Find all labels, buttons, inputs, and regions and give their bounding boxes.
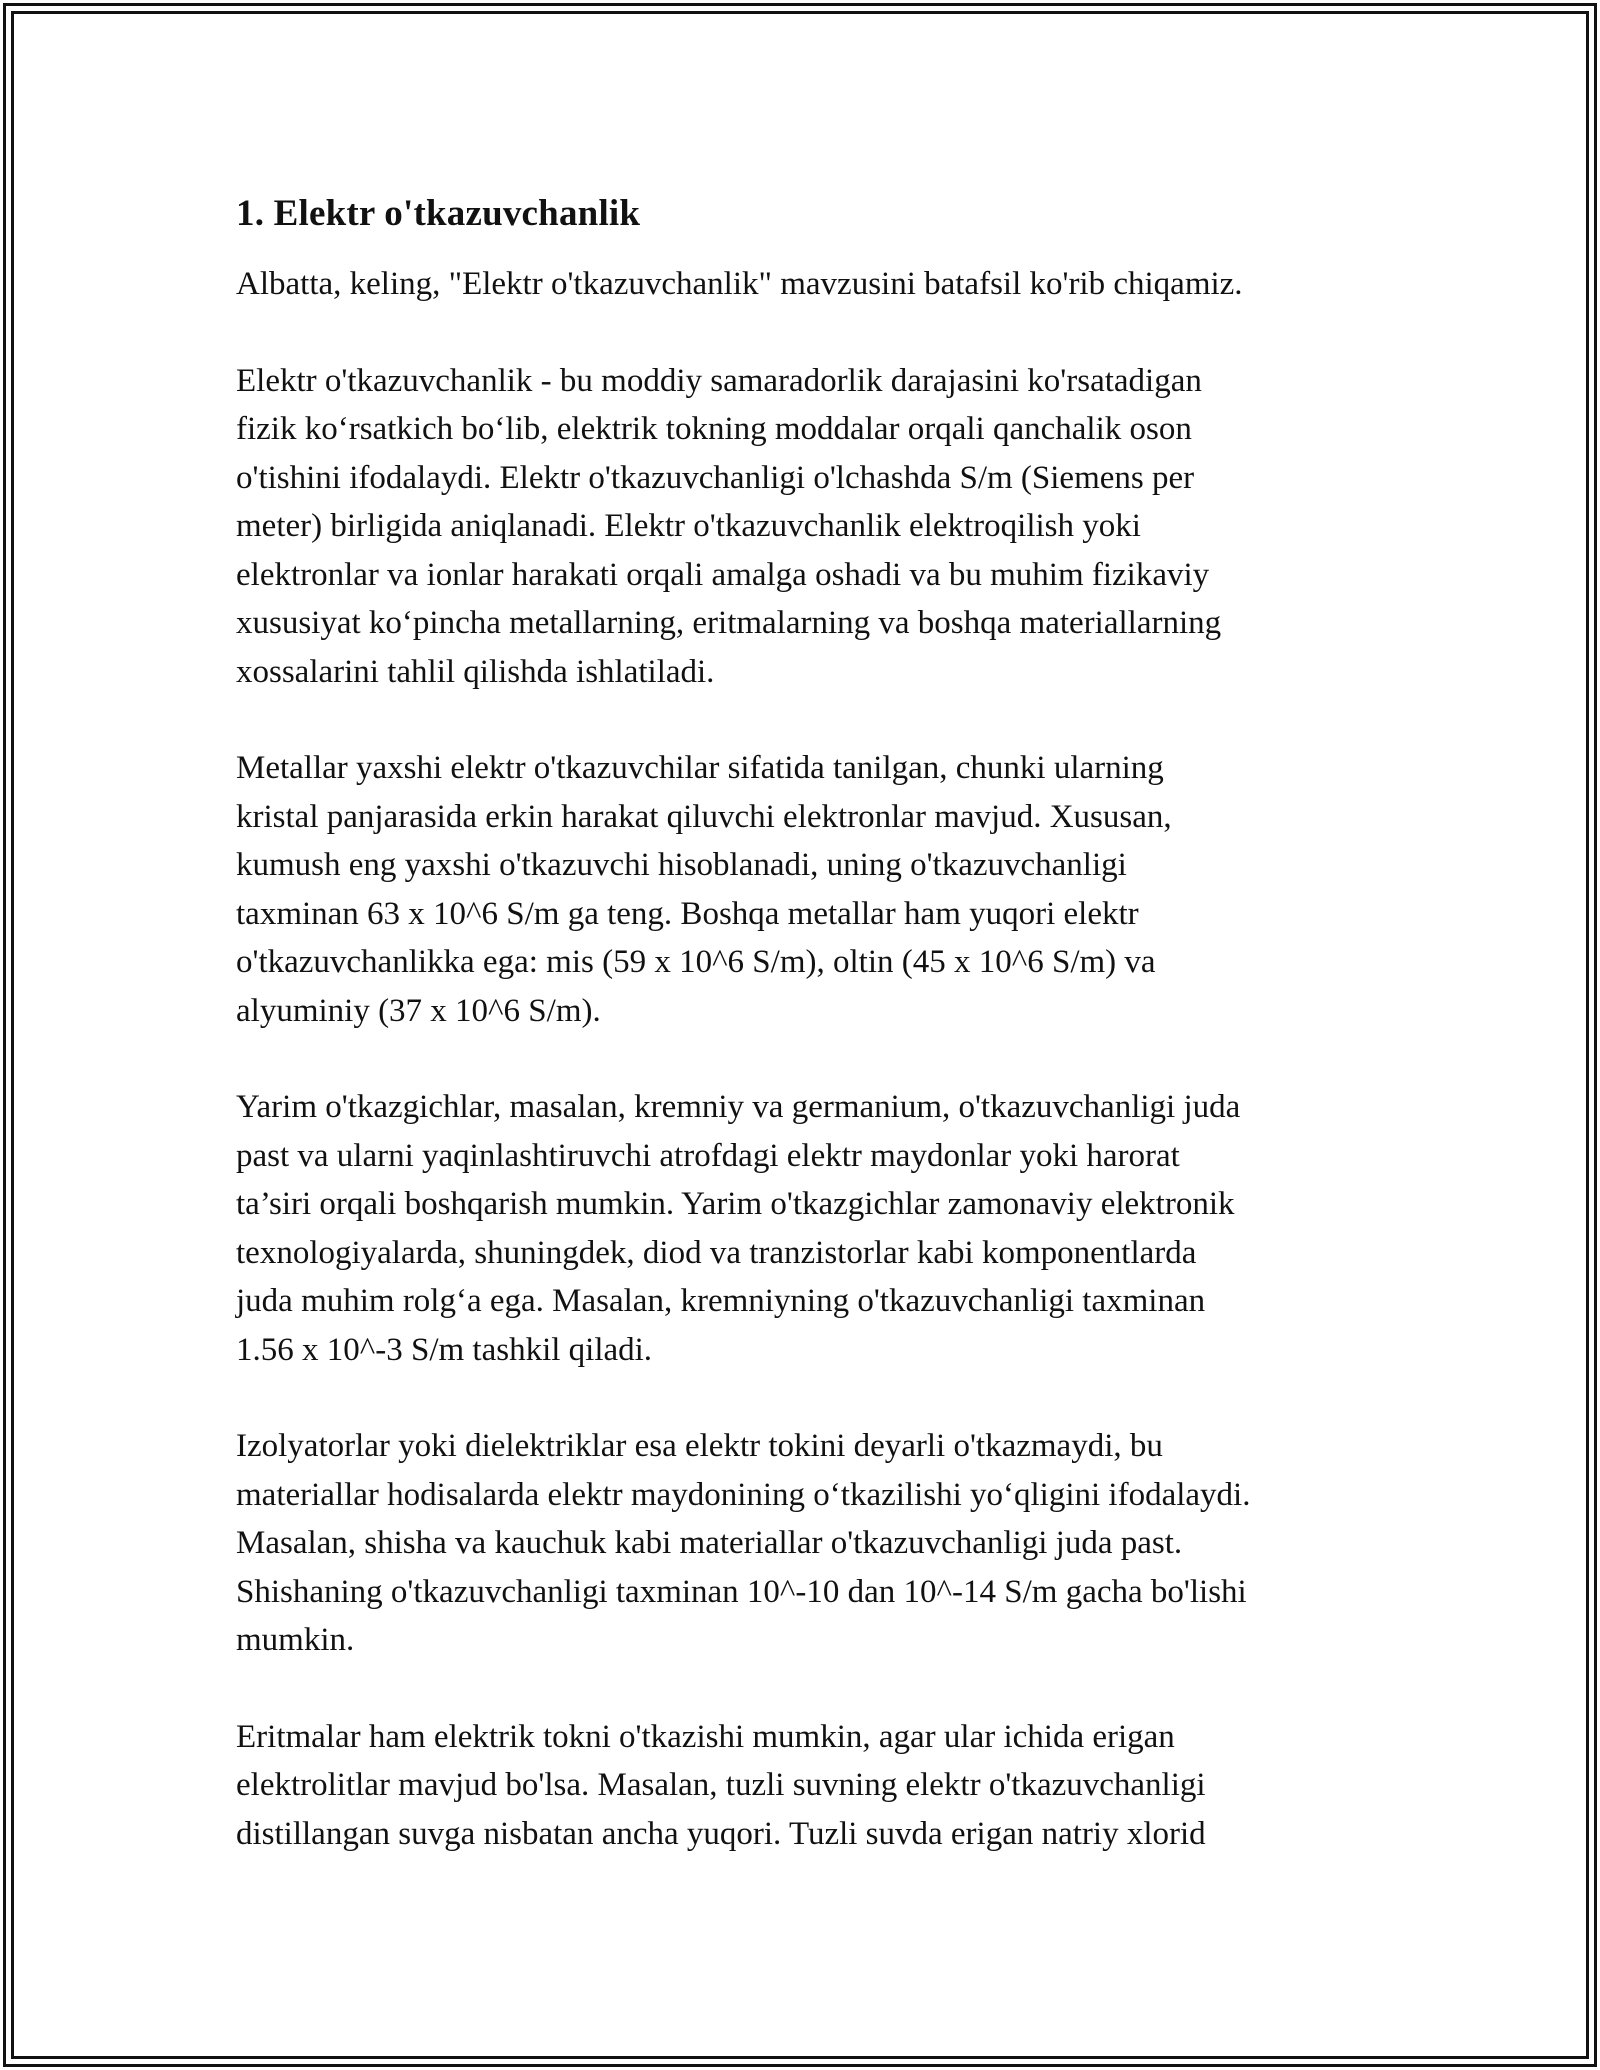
section-heading: 1. Elektr o'tkazuvchanlik — [236, 193, 641, 234]
semiconductors-paragraph: Yarim o'tkazgichlar, masalan, kremniy va germanium, o'tkazuvchanligi juda past va ularni yaqinlashtiruvchi atrofdagi elektr maydonlar yoki harorat ta’siri orqali boshqarish mumkin. Yarim o'tkazgichlar zamonaviy elektronik texnologiyalarda, shuningdek, diod va tranzistorlar kabi komponentlarda juda muhim rolg‘a ega. Masalan, kremniyning o'tkazuvchanligi taxminan 1.56 x 10^-3 S/m tashkil qiladi. — [236, 1089, 1241, 1368]
intro-paragraph: Albatta, keling, "Elektr o'tkazuvchanlik" mavzusini batafsil ko'rib chiqamiz. — [236, 266, 1243, 302]
insulators-paragraph: Izolyatorlar yoki dielektriklar esa elektr tokini deyarli o'tkazmaydi, bu materiallar hodisalarda elektr maydonining o‘tkazilishi yo‘qligini ifodalaydi. Masalan, shisha va kauchuk kabi materiallar o'tkazuvchanligi juda past. Shishaning o'tkazuvchanligi taxminan 10^-10 dan 10^-14 S/m gacha bo'lishi mumkin. — [236, 1428, 1251, 1658]
metals-paragraph: Metallar yaxshi elektr o'tkazuvchilar sifatida tanilgan, chunki ularning kristal panjarasida erkin harakat qiluvchi elektronlar mavjud. Xususan, kumush eng yaxshi o'tkazuvchi hisoblanadi, uning o'tkazuvchanligi taxminan 63 x 10^6 S/m ga teng. Boshqa metallar ham yuqori elektr o'tkazuvchanlikka ega: mis (59 x 10^6 S/m), oltin (45 x 10^6 S/m) va alyuminiy (37 x 10^6 S/m). — [236, 750, 1172, 1029]
solutions-paragraph: Eritmalar ham elektrik tokni o'tkazishi mumkin, agar ular ichida erigan elektrolitlar mavjud bo'lsa. Masalan, tuzli suvning elektr o'tkazuvchanligi distillangan suvga nisbatan ancha yuqori. Tuzli suvda erigan natriy xlorid — [236, 1718, 1206, 1852]
document-body — [236, 188, 1366, 1858]
definition-paragraph: Elektr o'tkazuvchanlik - bu moddiy samaradorlik darajasini ko'rsatadigan fizik ko‘rsatkich bo‘lib, elektrik tokning moddalar orqali qanchalik oson o'tishini ifodalaydi. Elektr o'tkazuvchanligi o'lchashda S/m (Siemens per meter) birligida aniqlanadi. Elektr o'tkazuvchanlik elektroqilish yoki elektronlar va ionlar harakati orqali amalga oshadi va bu muhim fizikaviy xususiyat ko‘pincha metallarning, eritmalarning va boshqa materiallarning xossalarini tahlil qilishda ishlatiladi. — [236, 362, 1222, 690]
